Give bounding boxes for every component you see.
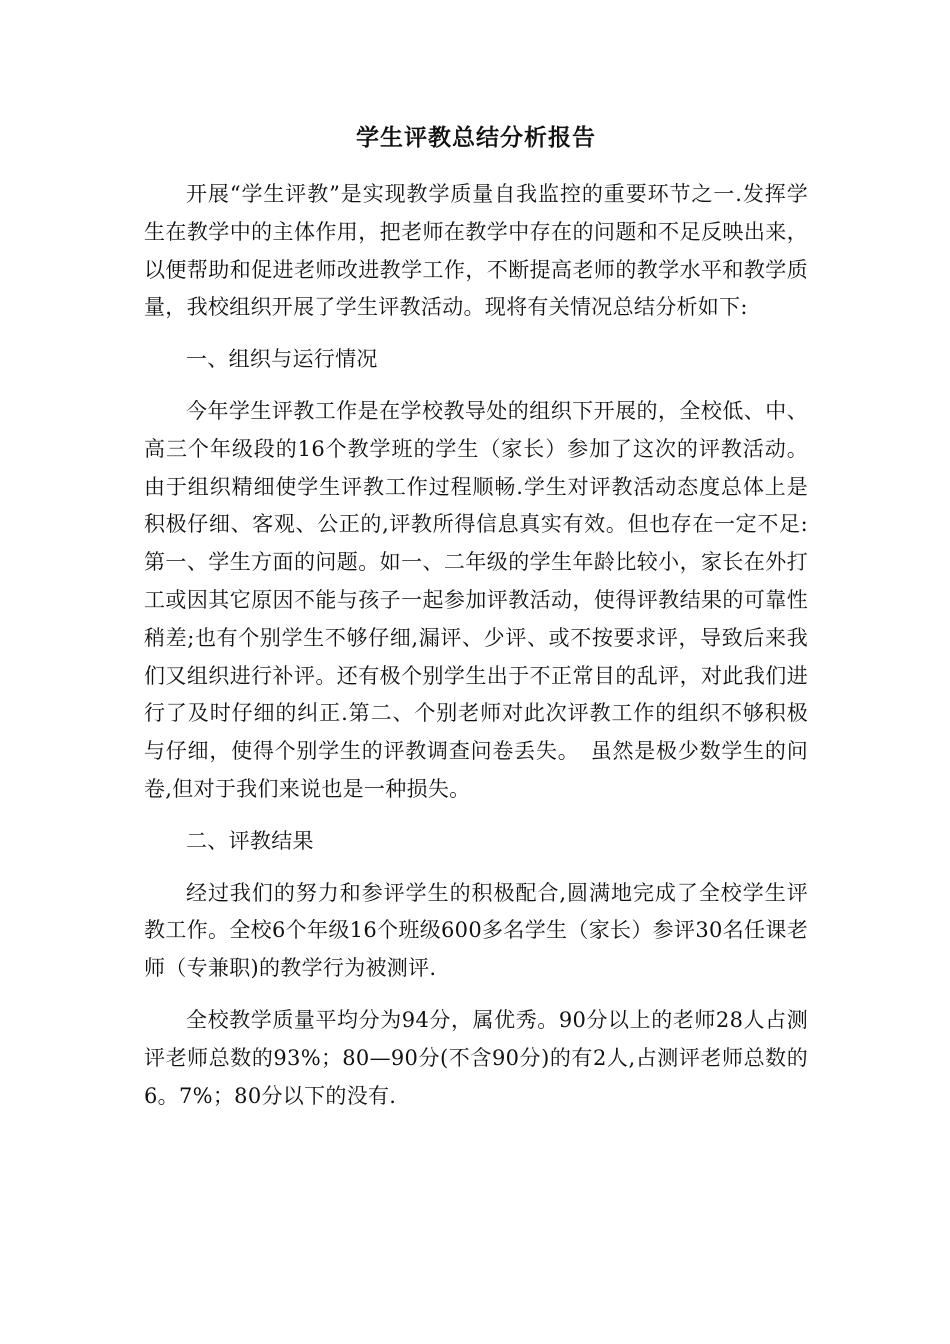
organization-paragraph: 今年学生评教工作是在学校教导处的组织下开展的，全校低、中、高三个年级段的16个教学班的学生（家长）参加了这次的评教活动。由于组织精细使学生评教工作过程顺畅.学生对评教活动态度总体上是积极仔细、客观、公正的,评教所得信息真实有效。但也存在一定不足:第一、学生方面的问题。如一、二年级的学生年龄比较小，家长在外打工或因其它原因不能与孩子一起参加评教活动，使得评教结果的可靠性稍差;也有个别学生不够仔细,漏评、少评、或不按要求评，导致后来我们又组织进行补评。还有极个别学生出于不正常目的乱评，对此我们进行了及时仔细的纠正.第二、个别老师对此次评教工作的组织不够积极与仔细，使得个别学生的评教调查问卷丢失。 虽然是极少数学生的问卷,但对于我们来说也是一种损失。 bbox=[144, 398, 808, 801]
results-paragraph-1: 经过我们的努力和参评学生的积极配合,圆满地完成了全校学生评教工作。全校6个年级16个班级600多名学生（家长）参评30名任课老师（专兼职)的教学行为被测评. bbox=[144, 880, 808, 981]
document-title: 学生评教总结分析报告 bbox=[356, 124, 596, 151]
intro-paragraph: 开展“学生评教”是实现教学质量自我监控的重要环节之一.发挥学生在教学中的主体作用，把老师在教学中存在的问题和不足反映出来，以便帮助和促进老师改进教学工作，不断提高老师的教学水平和教学质量，我校组织开展了学生评教活动。现将有关情况总结分析如下: bbox=[144, 182, 808, 320]
section-heading-results: 二、评教结果 bbox=[186, 828, 314, 853]
document-page bbox=[144, 118, 808, 1129]
results-paragraph-2: 全校教学质量平均分为94分，属优秀。90分以上的老师28人占测评老师总数的93%；80—90分(不含90分)的有2人,占测评老师总数的6。7%；80分以下的没有. bbox=[144, 1007, 808, 1108]
section-heading-organization: 一、组织与运行情况 bbox=[186, 347, 378, 372]
